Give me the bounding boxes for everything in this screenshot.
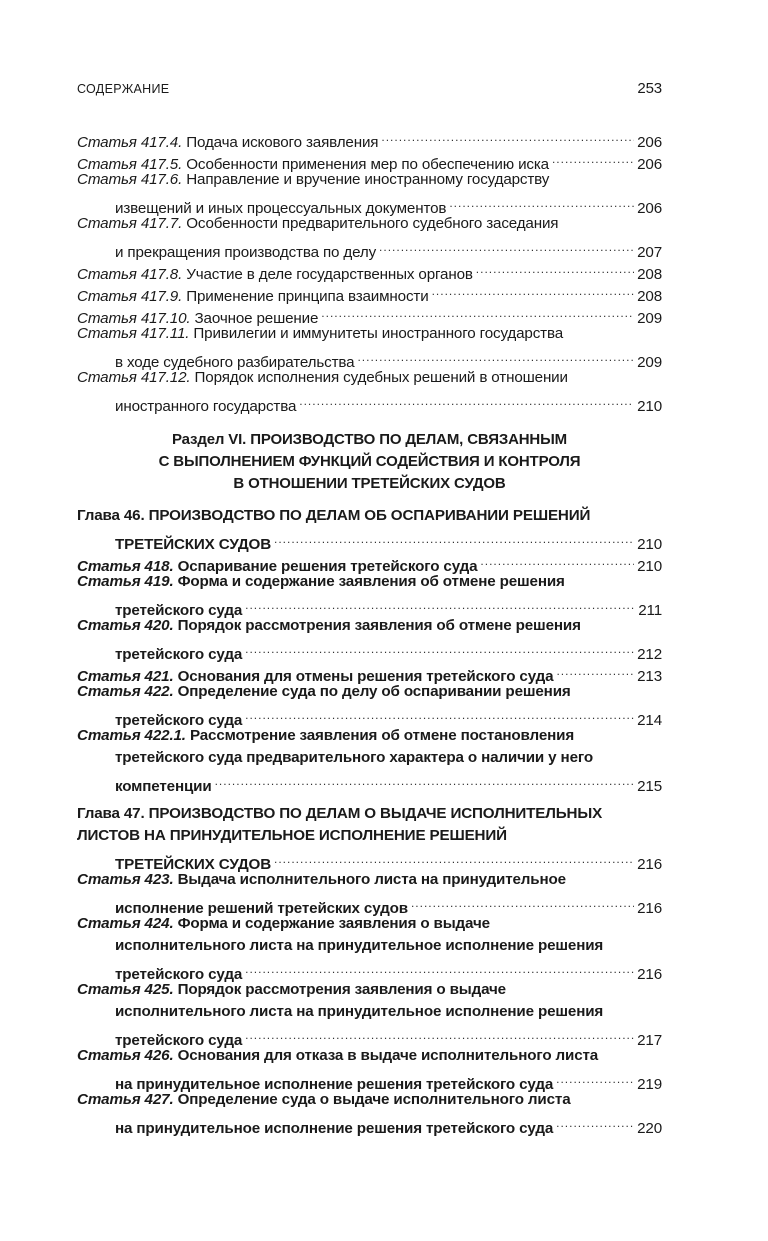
leader-dots (357, 345, 634, 367)
article-label: Статья 417.6. (77, 171, 183, 188)
toc-entry-line (77, 213, 662, 235)
section-heading-line: С ВЫПОЛНЕНИЕМ ФУНКЦИЙ СОДЕЙСТВИЯ И КОНТРОЛЯ (158, 453, 581, 470)
toc-entry[interactable] (77, 1089, 662, 1137)
article-title: иностранного государства (115, 398, 297, 415)
article-title: третейского суда (115, 712, 243, 729)
toc-entry[interactable] (77, 1045, 662, 1093)
toc-entry-line (77, 345, 662, 371)
leader-dots (274, 527, 634, 549)
article-title: Выдача исполнительного листа на принудительное (177, 871, 566, 888)
leader-dots (476, 257, 634, 279)
article-title: Форма и содержание заявления об отмене решения (177, 573, 565, 590)
toc-entry-line (77, 1067, 662, 1093)
article-title: на принудительное исполнение решения третейского суда (115, 1076, 554, 1093)
leader-dots (245, 593, 635, 615)
toc-entry[interactable] (77, 169, 662, 217)
leader-dots (432, 279, 635, 301)
toc-entry-line (77, 769, 662, 795)
toc-page-ref[interactable]: 208 (637, 288, 662, 305)
chapter-46 (77, 505, 662, 795)
article-label: Статья 423. (77, 871, 174, 888)
toc-entry-line (77, 1045, 662, 1067)
leader-dots (556, 659, 634, 681)
article-label: Статья 421. (77, 668, 174, 685)
toc-entry-line (77, 389, 662, 415)
toc-page-ref[interactable]: 206 (637, 200, 662, 217)
toc-page-ref[interactable]: 212 (637, 646, 662, 663)
article-title: Особенности предварительного судебного заседания (186, 215, 559, 232)
article-label: Статья 426. (77, 1047, 174, 1064)
article-title: третейского суда (115, 1032, 243, 1049)
article-title: исполнительного листа на принудительное исполнение решения (115, 1003, 604, 1020)
toc-entry-line (77, 637, 662, 663)
chapter-title-line (77, 527, 662, 553)
article-label: Статья 417.8. (77, 266, 183, 283)
toc-page-ref[interactable]: 210 (637, 558, 662, 575)
article-title: на принудительное исполнение решения третейского суда (115, 1120, 554, 1137)
toc-entry[interactable] (77, 367, 662, 415)
chapter-title-line (77, 505, 662, 527)
leader-dots (480, 549, 634, 571)
toc-page-ref[interactable]: 210 (637, 536, 662, 553)
toc-entry-line (77, 869, 662, 891)
article-label: Статья 422. (77, 683, 174, 700)
article-title: Основания для отказа в выдаче исполнительного листа (177, 1047, 599, 1064)
chapter-title-line (77, 847, 662, 873)
article-title: Подача искового заявления (186, 134, 379, 151)
leader-dots (299, 389, 634, 411)
toc-entry-line (77, 367, 662, 389)
toc-entry[interactable] (77, 681, 662, 729)
leader-dots (274, 847, 634, 869)
article-title: исполнительного листа на принудительное исполнение решения (115, 937, 604, 954)
toc-entry-line (77, 1089, 662, 1111)
toc-entry-line (77, 1023, 662, 1049)
article-title: и прекращения производства по делу (115, 244, 377, 261)
toc-entry-line (77, 1001, 662, 1023)
chapter-title-text: Глава 47. ПРОИЗВОДСТВО ПО ДЕЛАМ О ВЫДАЧЕ ИСПОЛНИТЕЛЬНЫХ (77, 805, 603, 822)
chapter-title-line (77, 803, 662, 825)
article-title: Основания для отмены решения третейского суда (177, 668, 554, 685)
article-label: Статья 422.1. (77, 727, 186, 744)
article-title: Определение суда о выдаче исполнительного листа (177, 1091, 571, 1108)
running-header (77, 78, 662, 100)
article-label: Статья 427. (77, 1091, 174, 1108)
toc-entry-line (77, 681, 662, 703)
toc-page-ref[interactable]: 211 (638, 602, 662, 619)
toc-entry[interactable] (77, 323, 662, 371)
chapter-title-text: ТРЕТЕЙСКИХ СУДОВ (115, 536, 272, 553)
toc-page-ref[interactable]: 217 (637, 1032, 662, 1049)
leader-dots (411, 891, 634, 913)
toc-page-ref[interactable]: 216 (637, 900, 662, 917)
article-label: Статья 419. (77, 573, 174, 590)
article-title: Привилегии и иммунитеты иностранного государства (193, 325, 563, 342)
chapter-47 (77, 803, 662, 1137)
leader-dots (215, 769, 635, 791)
leader-dots (556, 1067, 634, 1089)
running-title: СОДЕРЖАНИЕ (77, 82, 170, 96)
article-title: Участие в деле государственных органов (186, 266, 473, 283)
article-title: третейского суда (115, 966, 243, 983)
toc-entry-line (77, 979, 662, 1001)
toc-page-ref[interactable]: 215 (637, 778, 662, 795)
article-title: Особенности применения мер по обеспечению иска (186, 156, 549, 173)
toc-page-ref[interactable]: 219 (637, 1076, 662, 1093)
toc-page-ref[interactable]: 208 (637, 266, 662, 283)
leader-dots (321, 301, 634, 323)
article-label: Статья 417.9. (77, 288, 183, 305)
toc-entry-line (77, 615, 662, 637)
toc-entry[interactable] (77, 913, 662, 983)
toc-page-ref[interactable]: 209 (637, 310, 662, 327)
toc-page-ref[interactable]: 206 (637, 134, 662, 151)
toc-entry-line (77, 935, 662, 957)
chapter-47-entries (77, 869, 662, 1137)
article-title: Порядок рассмотрения заявления об отмене решения (177, 617, 581, 634)
leader-dots (379, 235, 634, 257)
toc-entry[interactable] (77, 213, 662, 261)
article-label: Статья 425. (77, 981, 174, 998)
toc-entry[interactable] (77, 125, 662, 151)
article-label: Статья 417.5. (77, 156, 183, 173)
toc-page-ref[interactable]: 220 (637, 1120, 662, 1137)
chapter-46-entries (77, 549, 662, 795)
article-title: Заочное решение (194, 310, 319, 327)
article-label: Статья 418. (77, 558, 174, 575)
article-label: Статья 420. (77, 617, 174, 634)
article-title: Порядок рассмотрения заявления о выдаче (177, 981, 506, 998)
toc-entry[interactable] (77, 979, 662, 1049)
toc-entry-line (77, 747, 662, 769)
toc-page (77, 78, 662, 1137)
article-title: в ходе судебного разбирательства (115, 354, 355, 371)
toc-entry-line (77, 913, 662, 935)
toc-page-ref[interactable]: 214 (637, 712, 662, 729)
toc-page-ref[interactable]: 209 (637, 354, 662, 371)
leader-dots (245, 957, 634, 979)
article-label: Статья 417.10. (77, 310, 191, 327)
toc-entry[interactable] (77, 571, 662, 619)
toc-entry-line (77, 891, 662, 917)
article-title: Направление и вручение иностранному государству (186, 171, 550, 188)
toc-entry-line (77, 1111, 662, 1137)
article-label: Статья 417.12. (77, 369, 191, 386)
chapter-title-text: ЛИСТОВ НА ПРИНУДИТЕЛЬНОЕ ИСПОЛНЕНИЕ РЕШЕНИЙ (77, 827, 507, 844)
leader-dots (245, 703, 634, 725)
article-label: Статья 424. (77, 915, 174, 932)
article-label: Статья 417.4. (77, 134, 183, 151)
page-number: 253 (637, 80, 662, 97)
toc-entry-line (77, 957, 662, 983)
leader-dots (381, 125, 634, 147)
toc-page-ref[interactable]: 210 (637, 398, 662, 415)
leader-dots (245, 1023, 634, 1045)
article-title: третейского суда предварительного характера о наличии у него (115, 749, 593, 766)
section-heading-line: В ОТНОШЕНИИ ТРЕТЕЙСКИХ СУДОВ (233, 475, 506, 492)
article-title: Форма и содержание заявления о выдаче (177, 915, 490, 932)
leader-dots (552, 147, 634, 169)
article-title: третейского суда (115, 602, 243, 619)
article-title: извещений и иных процессуальных документов (115, 200, 447, 217)
toc-page-ref[interactable]: 207 (637, 244, 662, 261)
toc-page-ref[interactable]: 213 (637, 668, 662, 685)
toc-entry-line (77, 125, 662, 151)
article-title: Определение суда по делу об оспаривании решения (177, 683, 571, 700)
article-title: исполнение решений третейских судов (115, 900, 408, 917)
toc-entry[interactable] (77, 615, 662, 663)
article-label: Статья 417.11. (77, 325, 190, 342)
toc-page-ref[interactable]: 216 (637, 856, 662, 873)
section-heading (77, 429, 662, 495)
toc-entry[interactable] (77, 725, 662, 795)
toc-entry[interactable] (77, 869, 662, 917)
toc-entry-line (77, 235, 662, 261)
toc-entry-line (77, 169, 662, 191)
article-title: Применение принципа взаимности (186, 288, 429, 305)
toc-entry-line (77, 593, 662, 619)
article-title: компетенции (115, 778, 212, 795)
toc-entries-top (77, 125, 662, 415)
article-title: Рассмотрение заявления об отмене постановления (189, 727, 575, 744)
chapter-title-line (77, 825, 662, 847)
toc-page-ref[interactable]: 216 (637, 966, 662, 983)
toc-entry-line (77, 725, 662, 747)
chapter-title-text: Глава 46. ПРОИЗВОДСТВО ПО ДЕЛАМ ОБ ОСПАРИВАНИИ РЕШЕНИЙ (77, 507, 591, 524)
chapter-title-text: ТРЕТЕЙСКИХ СУДОВ (115, 856, 272, 873)
toc-entry-line (77, 323, 662, 345)
article-label: Статья 417.7. (77, 215, 183, 232)
toc-entry-line (77, 191, 662, 217)
toc-entry-line (77, 703, 662, 729)
toc-entry-line (77, 571, 662, 593)
section-heading-line: Раздел VI. ПРОИЗВОДСТВО ПО ДЕЛАМ, СВЯЗАННЫМ (171, 431, 567, 448)
article-title: Оспаривание решения третейского суда (177, 558, 478, 575)
toc-page-ref[interactable]: 206 (637, 156, 662, 173)
leader-dots (556, 1111, 634, 1133)
leader-dots (449, 191, 634, 213)
article-title: Порядок исполнения судебных решений в отношении (194, 369, 568, 386)
leader-dots (245, 637, 634, 659)
article-title: третейского суда (115, 646, 243, 663)
